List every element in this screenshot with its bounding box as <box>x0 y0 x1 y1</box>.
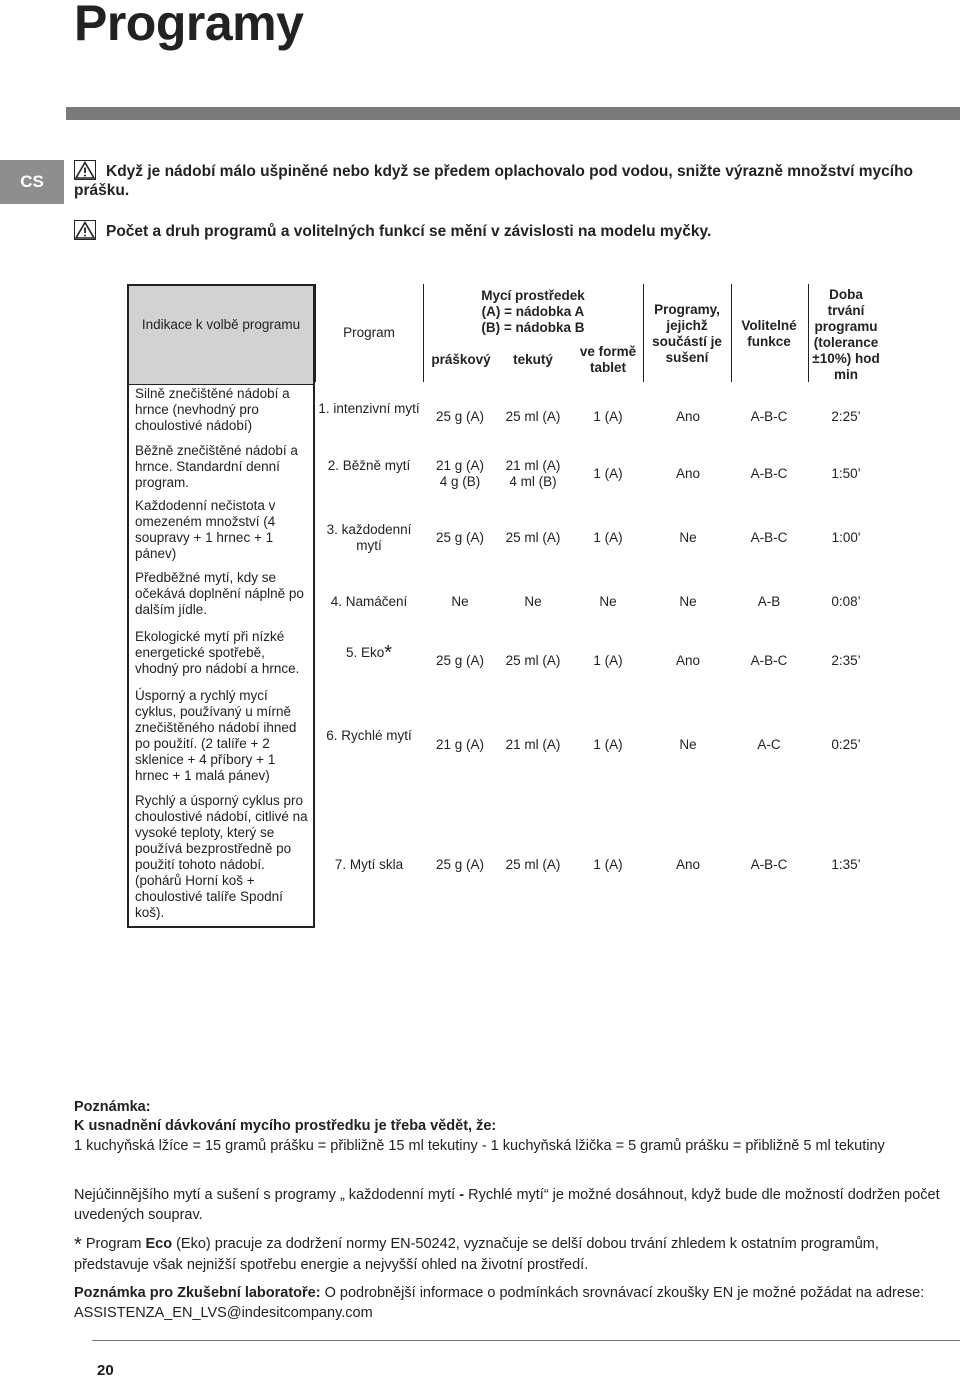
header-powder: práškový <box>431 352 491 367</box>
row-7-liquid: 25 ml (A) <box>505 857 561 872</box>
title-bar <box>66 107 960 120</box>
col-divider <box>643 284 644 382</box>
row-7-drying: Ano <box>675 857 701 872</box>
eco-asterisk: * <box>74 1234 82 1256</box>
row-2-drying: Ano <box>675 466 701 481</box>
row-4-powder: Ne <box>451 594 469 609</box>
row-5-powder: 25 g (A) <box>435 653 485 668</box>
col-divider <box>315 284 316 382</box>
row-2-powder: 21 g (A) 4 g (B) <box>435 458 485 489</box>
row-4-indication: Předběžné mytí, kdy se očekává doplnění náplně po dalším jídle. <box>135 570 304 617</box>
col-divider <box>423 284 424 382</box>
header-liquid: tekutý <box>513 352 553 367</box>
row-7-program: 7. Mytí skla <box>334 857 404 872</box>
warning-2 <box>74 220 924 241</box>
row-5-liquid: 25 ml (A) <box>505 653 561 668</box>
note-heading: Poznámka: <box>74 1099 151 1115</box>
row-2-options: A-B-C <box>750 466 788 481</box>
note-text: 1 kuchyňská lžíce = 15 gramů prášku = přibližně 15 ml tekutiny - 1 kuchyňská lžička = 5 gramů prášku = přibližně 5 ml tekutiny <box>74 1138 885 1154</box>
header-program: Program <box>343 325 395 340</box>
row-6-tablet: 1 (A) <box>593 737 623 752</box>
row-5-indication: Ekologické mytí při nízké energetické spotřebě, vhodný pro nádobí a hrnce. <box>135 629 300 676</box>
row-6-duration: 0:25’ <box>831 737 861 752</box>
row-1-indication: Silně znečištěné nádobí a hrnce (nevhodný pro choulostivé nádobí) <box>135 386 290 433</box>
row-2-indication: Běžně znečištěné nádobí a hrnce. Standardní denní program. <box>135 443 298 490</box>
row-4-duration: 0:08’ <box>831 594 861 609</box>
asterisk-mark: * <box>384 642 393 664</box>
row-6-program: 6. Rychlé mytí <box>326 728 412 743</box>
lab-heading: Poznámka pro Zkušební laboratoře: <box>74 1285 321 1301</box>
row-1-powder: 25 g (A) <box>435 409 485 424</box>
row-5-drying: Ano <box>675 653 701 668</box>
note-subheading: K usnadnění dávkování mycího prostředku je třeba vědět, že: <box>74 1118 497 1134</box>
header-options: Volitelné funkce <box>741 318 797 349</box>
header-drying: Programy, jejichž součástí je sušení <box>652 302 722 365</box>
row-1-liquid: 25 ml (A) <box>505 409 561 424</box>
row-5-program: 5. Eko <box>345 645 385 660</box>
row-7-duration: 1:35’ <box>831 857 861 872</box>
warning-triangle-icon <box>74 160 96 180</box>
warning-1 <box>74 160 924 200</box>
row-6-liquid: 21 ml (A) <box>505 737 561 752</box>
header-divider <box>129 384 313 385</box>
row-3-duration: 1:00' <box>831 530 861 545</box>
row-3-indication: Každodenní nečistota v omezeném množství (4 soupravy + 1 hrnec + 1 pánev) <box>135 498 276 561</box>
lab-text: O podrobnější informace o podmínkách srovnávací zkoušky EN je možné požádat na adrese: ASSISTENZA_EN_LVS@indesitcompany.com <box>74 1285 925 1321</box>
page-title: Programy <box>74 0 304 51</box>
warning-2-text: Počet a druh programů a volitelných funkcí se mění v závislosti na modelu myčky. <box>106 223 712 240</box>
row-6-drying: Ne <box>679 737 697 752</box>
col-divider <box>808 284 809 382</box>
warning-triangle-icon <box>74 220 96 240</box>
row-1-duration: 2:25’ <box>831 409 861 424</box>
efficiency-dash: - <box>455 1187 469 1203</box>
row-2-duration: 1:50’ <box>831 466 861 481</box>
eco-text-1: Program <box>81 1236 146 1252</box>
header-duration: Doba trvání programu (tolerance ±10%) hod min <box>812 287 880 382</box>
row-4-program: 4. Namáčení <box>330 594 408 609</box>
row-7-options: A-B-C <box>750 857 788 872</box>
row-5-duration: 2:35’ <box>831 653 861 668</box>
lab-note <box>74 1283 944 1323</box>
row-2-tablet: 1 (A) <box>593 466 623 481</box>
row-3-powder: 25 g (A) <box>435 530 485 545</box>
row-6-options: A-C <box>757 737 781 752</box>
row-3-liquid: 25 ml (A) <box>505 530 561 545</box>
row-7-powder: 25 g (A) <box>435 857 485 872</box>
efficiency-text-1: Nejúčinnějšího mytí a sušení s programy „ každodenní mytí <box>74 1187 456 1203</box>
row-3-program: 3. každodenní mytí <box>326 522 412 553</box>
eco-text-2: (Eko) pracuje za dodržení normy EN-50242, vyznačuje se delší dobou trvání zhledem k ostatním programům, představuje však nejnižší spotřebu energie a nejvyšší ohled na životní prostředí. <box>74 1236 879 1273</box>
header-indication: Indikace k volbě programu <box>141 317 301 332</box>
row-6-powder: 21 g (A) <box>435 737 485 752</box>
row-1-drying: Ano <box>675 409 701 424</box>
row-6-indication: Úsporný a rychlý mycí cyklus, používaný u mírně znečištěného nádobí ihned po použití. (2 talíře + 2 sklenice + 4 příbory + 1 hrnec + 1 malá pánev) <box>135 688 297 783</box>
efficiency-note <box>74 1185 944 1225</box>
row-4-liquid: Ne <box>524 594 542 609</box>
row-4-options: A-B <box>757 594 781 609</box>
row-1-program: 1. intenzivní mytí <box>318 401 420 416</box>
col-divider <box>731 284 732 382</box>
row-5-options: A-B-C <box>750 653 788 668</box>
indication-header-bg <box>129 286 313 384</box>
row-1-options: A-B-C <box>750 409 788 424</box>
row-3-options: A-B-C <box>750 530 788 545</box>
row-3-drying: Ne <box>679 530 697 545</box>
row-2-program: 2. Běžně mytí <box>327 458 411 473</box>
warning-1-text: Když je nádobí málo ušpiněné nebo když se předem oplachovalo pod vodou, snižte výrazně množství mycího prášku. <box>74 163 914 199</box>
row-5-program-cell <box>318 642 420 664</box>
eco-bold: Eco <box>145 1236 173 1252</box>
efficiency-text-2: Rychlé mytí“ je možné dosáhnout, když bude dle možností dodržen počet uvedených souprav. <box>74 1187 940 1223</box>
header-detergent: Mycí prostředek (A) = nádobka A (B) = nádobka B <box>481 288 585 335</box>
header-tablet: ve formě tablet <box>579 344 637 375</box>
row-7-tablet: 1 (A) <box>593 857 623 872</box>
row-5-tablet: 1 (A) <box>593 653 623 668</box>
row-7-indication: Rychlý a úsporný cyklus pro choulostivé nádobí, citlivé na vysoké teploty, který se používá bezprostředně po použití tohoto nádobí. (pohárů Horní koš + choulostivé talíře Spodní koš). <box>135 793 308 920</box>
row-3-tablet: 1 (A) <box>593 530 623 545</box>
language-tab: CS <box>0 160 64 204</box>
row-2-liquid: 21 ml (A) 4 ml (B) <box>505 458 561 489</box>
row-4-tablet: Ne <box>599 594 617 609</box>
page-number: 20 <box>97 1362 114 1379</box>
row-4-drying: Ne <box>679 594 697 609</box>
footer-line <box>92 1340 960 1341</box>
eco-note <box>74 1234 944 1275</box>
row-1-tablet: 1 (A) <box>593 409 623 424</box>
